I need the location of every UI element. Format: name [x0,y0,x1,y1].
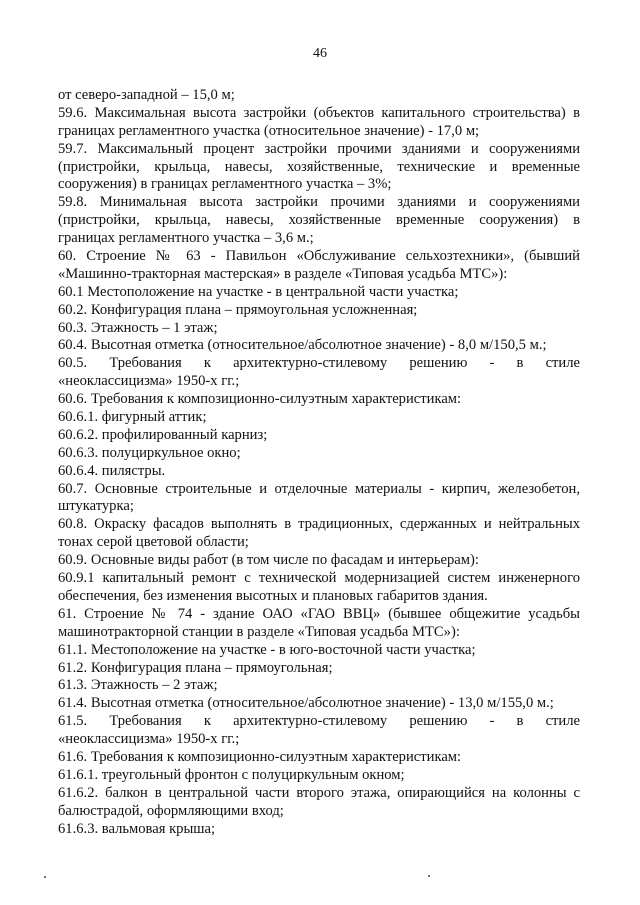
text-line: 61.1. Местоположение на участке - в юго-восточной части участка; [58,641,476,658]
text-line: сооружения) в границах регламентного участка – 3%; [58,176,392,193]
text-line: 60.6.3. полуциркульное окно; [58,444,241,461]
text-line: 59.6. Максимальная высота застройки (объектов капитального строительства) в [58,104,580,121]
text-line: 61.2. Конфигурация плана – прямоугольная; [58,659,333,676]
text-line: 60.7. Основные строительные и отделочные материалы - кирпич, железобетон, [58,480,580,497]
text-line: 61.3. Этажность – 2 этаж; [58,677,218,694]
text-line: 61.6.3. вальмовая крыша; [58,820,216,837]
text-line: 61.6.2. балкон в центральной части второго этажа, опирающийся на колонны с [58,784,580,801]
text-line: 61. Строение № 74 - здание ОАО «ГАО ВВЦ» (бывшее общежитие усадьбы [58,605,580,622]
text-line: «неоклассицизма» 1950-х гг.; [58,373,240,390]
text-line: 59.8. Минимальная высота застройки прочими зданиями и сооружениями [58,194,580,211]
text-line: балюстрадой, оформляющими вход; [58,802,284,819]
text-line: (пристройки, крыльца, навесы, хозяйственные временные сооружения) в [58,212,580,229]
text-line: 61.6. Требования к композиционно-силуэтным характеристикам: [58,748,462,765]
text-line: (пристройки, крыльца, навесы, хозяйственные, технические и временные [58,158,580,175]
text-line: обеспечения, без изменения высотных и плановых габаритов здания. [58,587,488,604]
text-line: 60.6.1. фигурный аттик; [58,409,207,426]
page-number: 46 [313,46,327,61]
text-line: машинотракторной станции в разделе «Типовая усадьба МТС»): [58,623,460,640]
text-line: тонах серой цветовой области; [58,534,249,551]
text-line: границах регламентного участка – 3,6 м.; [58,230,314,247]
text-line: 60.8. Окраску фасадов выполнять в традиционных, сдержанных и нейтральных [58,516,580,533]
scan-speck [44,876,46,878]
text-line: 59.7. Максимальный процент застройки прочими зданиями и сооружениями [58,140,580,157]
text-line: границах регламентного участка (относительное значение) - 17,0 м; [58,122,480,139]
text-line: 60.3. Этажность – 1 этаж; [58,319,218,336]
text-line: «Машинно-тракторная мастерская» в разделе «Типовая усадьба МТС»): [58,265,508,282]
text-line: 60.6. Требования к композиционно-силуэтным характеристикам: [58,391,462,408]
scan-speck [428,875,430,877]
text-line: 61.4. Высотная отметка (относительное/абсолютное значение) - 13,0 м/155,0 м.; [58,695,554,712]
text-line: 60.1 Местоположение на участке - в центральной части участка; [58,283,459,300]
text-line: 61.6.1. треугольный фронтон с полуциркульным окном; [58,766,405,783]
text-line: «неоклассицизма» 1950-х гг.; [58,731,240,748]
text-line: 60.4. Высотная отметка (относительное/абсолютное значение) - 8,0 м/150,5 м.; [58,337,547,354]
text-line: 60.5. Требования к архитектурно-стилевому решению - в стиле [58,355,580,372]
text-line: 60.9.1 капитальный ремонт с технической модернизацией систем инженерного [58,570,580,587]
text-line: 60.2. Конфигурация плана – прямоугольная усложненная; [58,301,418,318]
document-body [58,87,580,838]
text-line: штукатурка; [58,498,134,515]
text-line: 61.5. Требования к архитектурно-стилевому решению - в стиле [58,713,580,730]
text-line: 60.9. Основные виды работ (в том числе по фасадам и интерьерам): [58,552,479,569]
text-line: от северо-западной – 15,0 м; [58,87,235,103]
text-line: 60.6.2. профилированный карниз; [58,426,268,443]
text-line: 60.6.4. пилястры. [58,462,166,479]
text-line: 60. Строение № 63 - Павильон «Обслуживание сельхозтехники», (бывший [58,248,580,265]
